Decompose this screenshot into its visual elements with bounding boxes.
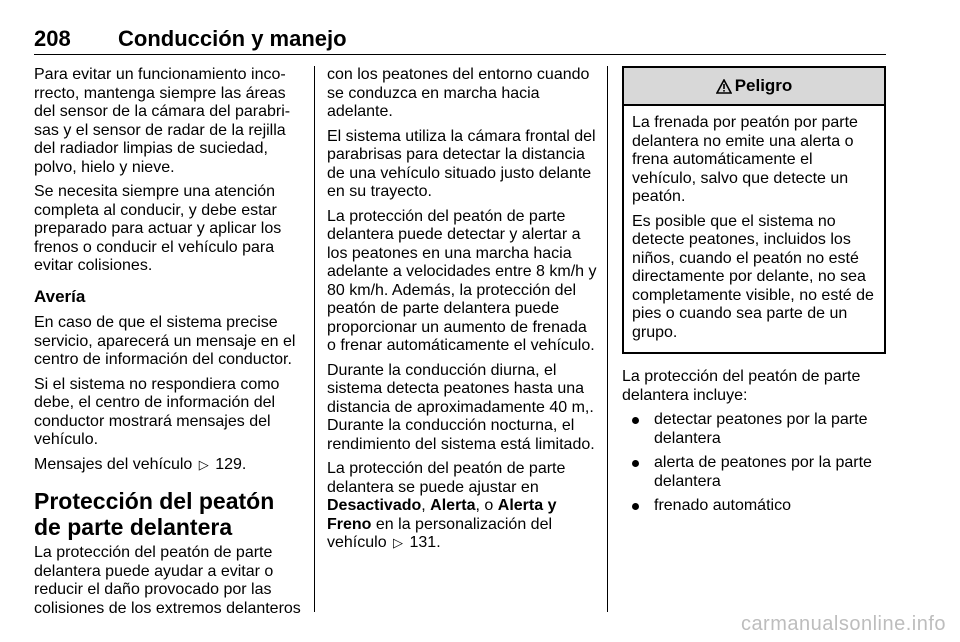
paragraph: Para evitar un funcionamiento inco-rrecto, mantenga siempre las áreas del sensor de la cámara del parabri-sas y el sensor de radar de la rejilla del radiador limpias de suciedad, polvo, hielo y nieve. <box>34 66 291 176</box>
reference-text: Mensajes del vehículo <box>34 455 193 473</box>
warning-title: Peligro <box>734 75 793 95</box>
column-divider <box>607 66 608 612</box>
list-item: frenado automático <box>622 497 886 516</box>
paragraph: La protección del peatón de parte delantera puede ayudar a evitar o reducir el daño provocado por las colisiones de los extremos delanteros <box>34 544 301 617</box>
paragraph-text: en la personalización del vehículo <box>327 515 553 551</box>
warning-paragraph: La frenada por peatón por parte delantera no emite una alerta o frena automáticamente el vehículo, salvo que detecte un peatón. <box>632 114 858 205</box>
section-heading: Protección del peatón de parte delantera <box>34 488 275 540</box>
list-item: detectar peatones por la parte delantera <box>622 411 886 448</box>
separator: , <box>421 497 426 514</box>
page-header <box>34 22 886 55</box>
paragraph-reference <box>34 456 302 475</box>
list-item: alerta de peatones por la parte delantera <box>622 454 886 491</box>
reference-arrow-icon: ▷ <box>198 456 209 472</box>
reference-page-link[interactable]: 131. <box>409 534 441 551</box>
chapter-title: Conducción y manejo <box>118 26 347 51</box>
column-right <box>622 66 886 522</box>
warning-box <box>622 66 886 354</box>
option-desactivado: Desactivado <box>327 497 422 514</box>
warning-triangle-icon <box>716 79 732 94</box>
paragraph: Durante la conducción diurna, el sistema detecta peatones hasta una distancia de aproximadamente 40 m,. Durante la conducción nocturna, el rendimiento del sistema está limitado. <box>327 361 595 453</box>
option-alerta-y-freno: Alerta y Freno <box>327 497 557 533</box>
warning-header <box>624 68 884 106</box>
paragraph-settings <box>327 460 597 553</box>
option-alerta: Alerta <box>430 497 476 514</box>
subheading-averia: Avería <box>34 286 86 306</box>
reference-arrow-icon: ▷ <box>393 535 404 550</box>
column-divider <box>314 66 315 612</box>
paragraph: El sistema utiliza la cámara frontal del parabrisas para detectar la distancia de una vehículo situado justo delante en su trayecto. <box>327 127 596 200</box>
reference-page-link[interactable]: 129. <box>215 455 247 473</box>
warning-body <box>624 106 884 352</box>
paragraph-text: La protección del peatón de parte delantera se puede ajustar en <box>327 460 566 496</box>
page-number: 208 <box>34 26 71 51</box>
separator: , o <box>475 497 494 514</box>
paragraph: En caso de que el sistema precise servicio, aparecerá un mensaje en el centro de información del conductor. <box>34 314 296 368</box>
warning-paragraph: Es posible que el sistema no detecte peatones, incluidos los niños, cuando el peatón no esté directamente por delante, no sea completamente visible, no esté de pies o cuando sea parte de un grupo. <box>632 212 874 341</box>
feature-list <box>622 411 886 516</box>
paragraph: Si el sistema no respondiera como debe, el centro de información del conductor mostrará mensajes del vehículo. <box>34 375 280 448</box>
paragraph: con los peatones del entorno cuando se conduzca en marcha hacia adelante. <box>327 66 590 120</box>
paragraph: La protección del peatón de parte delantera incluye: <box>622 368 861 404</box>
column-left <box>34 66 302 624</box>
watermark: carmanualsonline.info <box>740 613 946 635</box>
column-middle <box>327 66 597 559</box>
paragraph: Se necesita siempre una atención completa al conducir, y debe estar preparado para actuar y aplicar los frenos o conducir el vehículo para evitar colisiones. <box>34 183 282 274</box>
paragraph: La protección del peatón de parte delantera puede detectar y alertar a los peatones en una marcha hacia adelante a velocidades entre 8 km/h y 80 km/h. Además, la protección del peatón de parte delantera puede proporcionar un aumento de frenada o frenar automáticamente el vehículo. <box>327 207 597 354</box>
